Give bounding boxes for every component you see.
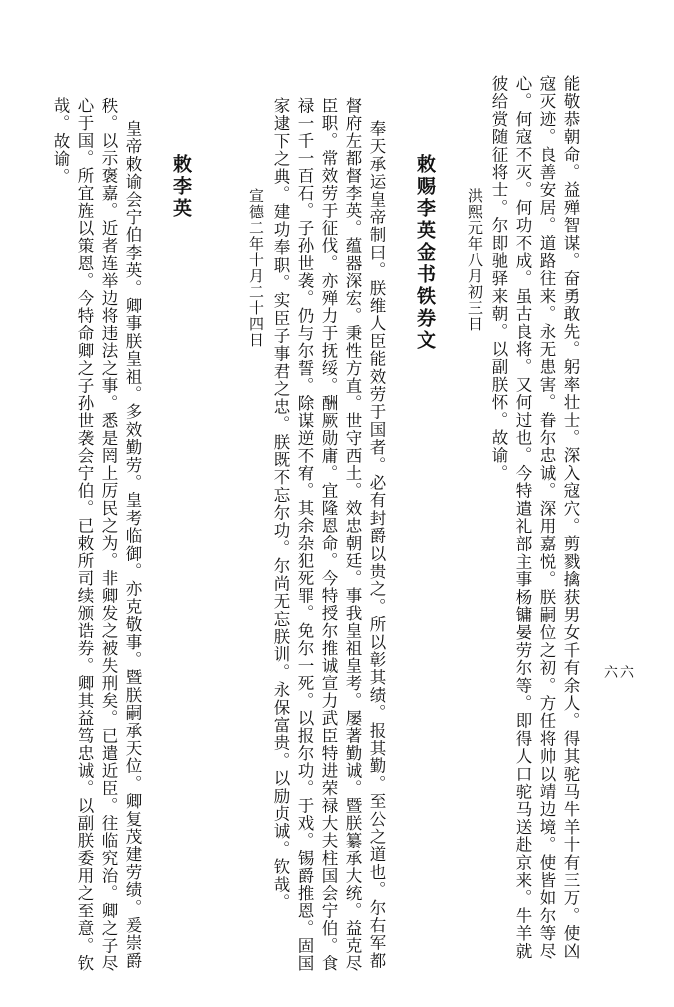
- body-line: 家逮下之典。建功奉职。实臣子事君之忠。朕既不忘尔功。尔尚无忘朕训。永保富贵。以励贞诚。钦哉。: [271, 97, 290, 912]
- body-line: 哉。故谕。: [51, 97, 70, 186]
- edict-date: 宣德二年十月二十四日: [247, 188, 265, 348]
- section-title: 敕赐李英金书铁券文: [414, 154, 436, 352]
- body-line: 皇帝敕谕会宁伯李英。卿事朕皇祖。多效勤劳。皇考临御。亦克敬事。暨朕嗣承天位。卿复茂建劳绩。爰崇爵: [123, 120, 142, 970]
- body-line: 能敬恭朝命。益殚智谋。奋勇敢先。躬率壮士。深入寇穴。剪戮擒获男女千有余人。得其驼马牛羊十有三万。使凶: [561, 75, 580, 960]
- body-line: 寇灭迹。良善安居。道路往来。永无患害。眷尔忠诚。深用嘉悦。朕嗣位之初。方任将帅以靖边境。使皆如尔等尽: [537, 75, 556, 960]
- body-line: 彼给赏随征将士。尔即驰驿来朝。以副朕怀。故谕。: [489, 75, 508, 483]
- body-line: 心。何寇不灭。何功不成。虽古良将。又何过也。今特遣礼部主事杨镛晏劳尔等。即得人口驼马送赴京来。牛羊就: [513, 75, 532, 960]
- body-line: 臣职。常效劳于征伐。亦殚力于抚绥。酬厥勋庸。宜隆恩命。今特授尔推诚宣力武臣特进荣禄大夫柱国会宁伯。食: [319, 97, 338, 972]
- body-line: 秩。以示褒嘉。近者连举边将违法之事。悉是罔上厉民之为。非卿发之被失刑矣。已遣近臣。往临究治。卿之子尽: [99, 97, 118, 972]
- body-line: 奉天承运皇帝制曰。朕维人臣能效劳于国者。必有封爵以贵之。所以彰其绩。报其勤。至公之道也。尔右军都: [367, 120, 386, 970]
- section-title: 敕李英: [170, 154, 192, 220]
- body-line: 心于国。所宜旌以策恩。今特命卿之子孙世袭会宁伯。已敕所司续颁诰券。卿其益笃忠诚。以副朕委用之至意。钦: [75, 97, 94, 972]
- edict-date: 洪熙元年八月初三日: [466, 188, 484, 332]
- body-line: 禄一千一百石。子孙世袭。仍与尔誓。除谋逆不宥。其余杂犯死罪。免尔一死。以报尔功。于戏。锡爵推恩。固国: [295, 97, 314, 972]
- body-line: 督府左都督李英。蕴器深宏。秉性方直。世守西土。效忠朝廷。事我皇祖皇考。屡著勤诚。暨朕纂承大统。益克尽: [343, 97, 362, 972]
- page-number: 六六: [604, 665, 636, 681]
